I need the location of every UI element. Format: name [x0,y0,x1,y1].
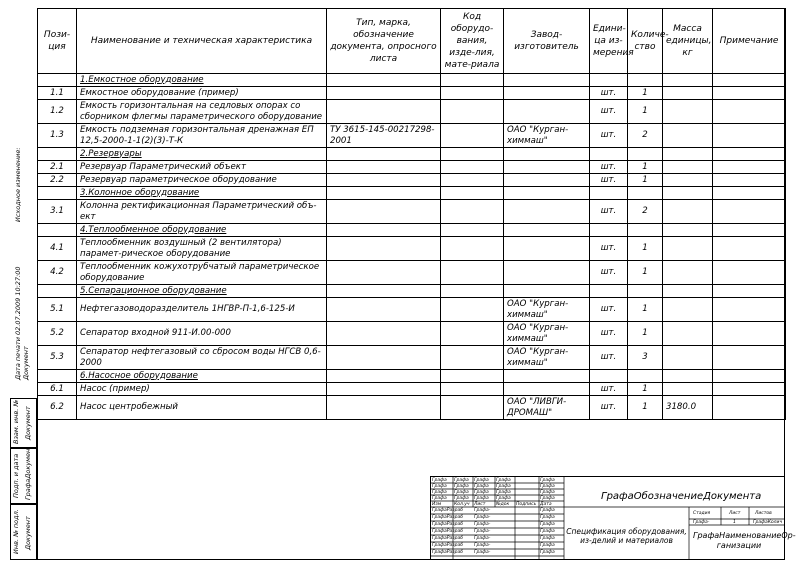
revision-cell: Графа [540,496,555,501]
col-code: Код оборудо-вания, изде-лия, мате-риала [441,9,504,74]
cell-unit [590,187,628,200]
cell-note [713,74,786,87]
cell-note [713,261,786,285]
cell-mass [663,161,713,174]
signature-name-cell: ГрафаРазраб [432,522,463,527]
cell-code [441,100,504,124]
cell-mass [663,74,713,87]
cell-maker [504,383,590,396]
cell-unit [590,74,628,87]
cell-unit: шт. [590,383,628,396]
cell-qty [628,187,663,200]
cell-note [713,383,786,396]
cell-note [713,187,786,200]
cell-pos: 5.2 [38,322,77,346]
cell-unit: шт. [590,396,628,420]
stamp-sign-value: ГрафаДокумен [24,448,32,500]
cell-pos: 1.3 [38,124,77,148]
cell-type [327,87,441,100]
cell-pos: 2.2 [38,174,77,187]
revision-col-header: Кол.уч [454,502,470,507]
cell-code [441,224,504,237]
cell-unit: шт. [590,124,628,148]
cell-type [327,261,441,285]
sheet-value: 1 [733,520,736,525]
cell-qty: 1 [628,237,663,261]
col-maker: Завод-изготовитель [504,9,590,74]
col-mass: Масса единицы, кг [663,9,713,74]
revision-cell: Графа [432,478,447,483]
cell-pos [38,74,77,87]
date-cell: Графа [540,529,555,534]
document-label: Документ [22,346,30,380]
revision-col-header: №док [496,502,510,507]
cell-name: Емкость подземная горизонтальная дренажная ЕП 12,5-2000-1-1(2)(3)-Т-К [77,124,327,148]
stage-value: Графа- [693,520,710,525]
cell-pos: 4.2 [38,261,77,285]
cell-note [713,237,786,261]
title-block-revision-grid [431,477,564,559]
revision-cell: Графа [496,478,511,483]
cell-code [441,187,504,200]
cell-name: Резервуар Параметрический объект [77,161,327,174]
col-type: Тип, марка, обозначение документа, опросного листа [327,9,441,74]
cell-type [327,285,441,298]
cell-pos [38,285,77,298]
cell-maker [504,74,590,87]
cell-unit: шт. [590,298,628,322]
cell-type [327,237,441,261]
cell-maker [504,148,590,161]
revision-cell: Графа [540,490,555,495]
cell-name: 2.Резервуары [77,148,327,161]
revision-cell: Графа [496,490,511,495]
cell-pos [38,370,77,383]
table-row [38,161,786,174]
cell-pos: 3.1 [38,200,77,224]
cell-maker [504,100,590,124]
cell-qty: 1 [628,87,663,100]
cell-qty: 2 [628,124,663,148]
cell-type [327,161,441,174]
section-row [38,148,786,161]
cell-unit: шт. [590,100,628,124]
cell-code [441,370,504,383]
col-qty: Количе-ство [628,9,663,74]
cell-unit [590,224,628,237]
cell-mass [663,200,713,224]
table-row [38,396,786,420]
cell-qty: 1 [628,100,663,124]
cell-qty: 1 [628,174,663,187]
cell-name: 5.Сепарационное оборудование [77,285,327,298]
cell-unit [590,285,628,298]
cell-note [713,200,786,224]
cell-maker [504,187,590,200]
cell-pos: 6.1 [38,383,77,396]
signature-name-cell: ГрафаРазраб [432,550,463,555]
table-row [38,298,786,322]
cell-code [441,383,504,396]
sheets-header: Листов [755,511,772,516]
source-changes-label: Исходное изменение: [14,147,22,222]
cell-maker: ОАО "Курган-химмаш" [504,322,590,346]
revision-cell: Графа [454,484,469,489]
signature-cell: Графа- [474,543,491,548]
signature-cell: Графа- [474,550,491,555]
title-block [430,476,796,560]
revision-cell: Графа [540,478,555,483]
cell-mass [663,285,713,298]
cell-type [327,224,441,237]
date-cell: Графа [540,508,555,513]
cell-unit: шт. [590,261,628,285]
table-row [38,100,786,124]
organization-name: ГрафаНаименованиеОр-ганизации [693,531,796,550]
table-row [38,322,786,346]
section-row [38,74,786,87]
cell-code [441,174,504,187]
cell-unit [590,148,628,161]
cell-type: ТУ 3615-145-00217298-2001 [327,124,441,148]
cell-code [441,237,504,261]
cell-qty: 1 [628,383,663,396]
cell-note [713,224,786,237]
table-row [38,237,786,261]
cell-mass [663,383,713,396]
stamp-replace-label: Взам. инв. № [12,399,20,444]
revision-cell: Графа [432,484,447,489]
signature-name-cell: ГрафаРазраб [432,529,463,534]
specification-table [37,8,786,420]
cell-name: Теплообменник воздушный (2 вентилятора) парамет-рическое оборудование [77,237,327,261]
cell-name: Нефтегазоводоразделитель 1НГВР-П-1,6-125-И [77,298,327,322]
cell-type [327,322,441,346]
cell-type [327,100,441,124]
cell-qty: 1 [628,161,663,174]
stamp-inv-value: Документ [24,516,32,550]
table-row [38,124,786,148]
cell-type [327,370,441,383]
cell-mass [663,224,713,237]
section-row [38,285,786,298]
cell-qty [628,370,663,383]
cell-mass [663,261,713,285]
cell-pos [38,148,77,161]
cell-pos: 6.2 [38,396,77,420]
cell-maker [504,174,590,187]
cell-mass [663,124,713,148]
revision-col-header: Дата [540,502,552,507]
cell-name: Емкость горизонтальная на седловых опорах со сборником флегмы параметрического оборудование [77,100,327,124]
cell-unit: шт. [590,322,628,346]
cell-type [327,187,441,200]
section-row [38,187,786,200]
cell-maker: ОАО "Курган-химмаш" [504,346,590,370]
cell-pos: 1.1 [38,87,77,100]
cell-note [713,346,786,370]
cell-qty: 1 [628,261,663,285]
cell-qty [628,224,663,237]
document-code: ГрафаОбозначениеДокумента [601,491,762,502]
cell-mass: 3180.0 [663,396,713,420]
cell-type [327,74,441,87]
cell-maker: ОАО "ЛИВГИ-ДРОМАШ" [504,396,590,420]
cell-maker [504,200,590,224]
revision-col-header: Подпись [516,502,537,507]
cell-name: 3.Колонное оборудование [77,187,327,200]
cell-mass [663,187,713,200]
stamp-inv-label: Инв. № подл. [12,509,20,554]
revision-cell: Графа [474,496,489,501]
print-date-label: Дата печати 02.07.2009 10:27:00 [14,266,22,380]
date-cell: Графа [540,522,555,527]
cell-code [441,200,504,224]
table-row [38,346,786,370]
section-row [38,224,786,237]
cell-code [441,346,504,370]
signature-name-cell: ГрафаРазраб [432,536,463,541]
header-row [38,9,786,74]
signature-cell: Графа- [474,508,491,513]
cell-name: Колонна ректификационная Параметрический объ-ект [77,200,327,224]
cell-name: 6.Насосное оборудование [77,370,327,383]
revision-col-header: Лист [474,502,486,507]
revision-cell: Графа [454,478,469,483]
cell-mass [663,237,713,261]
cell-code [441,322,504,346]
cell-code [441,298,504,322]
cell-name: 4.Теплообменное оборудование [77,224,327,237]
table-row [38,87,786,100]
signature-name-cell: ГрафаРазраб [432,543,463,548]
cell-unit [590,370,628,383]
cell-maker [504,161,590,174]
revision-cell: Графа [474,490,489,495]
cell-pos: 1.2 [38,100,77,124]
cell-unit: шт. [590,200,628,224]
revision-cell: Графа [432,496,447,501]
col-note: Примечание [713,9,786,74]
cell-mass [663,87,713,100]
signature-name-cell: ГрафаРазраб [432,515,463,520]
cell-note [713,148,786,161]
cell-type [327,383,441,396]
col-unit: Едини-ца из-мерения [590,9,628,74]
cell-pos: 4.1 [38,237,77,261]
cell-name: Сепаратор нефтегазовый со сбросом воды НГСВ 0,6-2000 [77,346,327,370]
revision-cell: Графа [432,490,447,495]
cell-name: Насос центробежный [77,396,327,420]
cell-name: 1.Емкостное оборудование [77,74,327,87]
cell-unit: шт. [590,346,628,370]
revision-cell: Графа [454,490,469,495]
signature-cell: Графа- [474,522,491,527]
cell-qty: 2 [628,200,663,224]
cell-type [327,396,441,420]
cell-mass [663,100,713,124]
cell-name: Сепаратор входной 911-И.00-000 [77,322,327,346]
cell-pos [38,224,77,237]
cell-name: Резервуар параметрическое оборудование [77,174,327,187]
revision-cell: Графа [454,496,469,501]
revision-cell: Графа [474,478,489,483]
cell-note [713,174,786,187]
revision-cell: Графа [496,484,511,489]
cell-note [713,124,786,148]
cell-mass [663,322,713,346]
cell-pos: 5.3 [38,346,77,370]
cell-mass [663,174,713,187]
cell-type [327,148,441,161]
signature-name-cell: ГрафаРазраб [432,508,463,513]
cell-unit: шт. [590,87,628,100]
col-name: Наименование и техническая характеристика [77,9,327,74]
cell-mass [663,346,713,370]
stamp-sign-label: Подп. и дата [12,453,20,498]
cell-mass [663,148,713,161]
cell-pos: 2.1 [38,161,77,174]
cell-note [713,87,786,100]
cell-qty: 1 [628,322,663,346]
cell-pos: 5.1 [38,298,77,322]
cell-code [441,161,504,174]
table-row [38,261,786,285]
stamp-replace-value: Документ [24,406,32,440]
cell-qty: 1 [628,396,663,420]
cell-maker [504,224,590,237]
cell-name: Насос (пример) [77,383,327,396]
table-row [38,174,786,187]
cell-note [713,285,786,298]
cell-note [713,100,786,124]
cell-type [327,200,441,224]
cell-name: Емкостное оборудование (пример) [77,87,327,100]
cell-qty [628,74,663,87]
cell-code [441,87,504,100]
stage-header: Стадия [693,511,711,516]
cell-code [441,124,504,148]
cell-type [327,298,441,322]
cell-note [713,396,786,420]
cell-qty [628,148,663,161]
revision-cell: Графа [496,496,511,501]
table-row [38,383,786,396]
cell-code [441,74,504,87]
cell-code [441,148,504,161]
cell-note [713,370,786,383]
cell-type [327,346,441,370]
cell-maker [504,285,590,298]
cell-pos [38,187,77,200]
cell-code [441,285,504,298]
sheet-header: Лист [729,511,741,516]
cell-unit: шт. [590,237,628,261]
date-cell: Графа [540,543,555,548]
date-cell: Графа [540,536,555,541]
cell-code [441,261,504,285]
cell-qty [628,285,663,298]
cell-code [441,396,504,420]
cell-note [713,322,786,346]
document-title: Спецификация оборудования, из-делий и материалов [566,527,687,545]
col-position: Пози- ция [38,9,77,74]
revision-cell: Графа [540,484,555,489]
section-row [38,370,786,383]
cell-mass [663,298,713,322]
cell-note [713,161,786,174]
revision-cell: Графа [474,484,489,489]
signature-cell: Графа- [474,515,491,520]
cell-type [327,174,441,187]
cell-name: Теплообменник кожухотрубчатый параметрическое оборудование [77,261,327,285]
cell-qty: 3 [628,346,663,370]
cell-maker [504,370,590,383]
table-row [38,200,786,224]
cell-note [713,298,786,322]
signature-cell: Графа- [474,529,491,534]
cell-maker: ОАО "Курган-химмаш" [504,298,590,322]
date-cell: Графа [540,515,555,520]
signature-cell: Графа- [474,536,491,541]
cell-maker [504,261,590,285]
cell-maker: ОАО "Курган-химмаш" [504,124,590,148]
sheets-value: ГрафаКолич [753,520,783,525]
date-cell: Графа [540,550,555,555]
revision-col-header: Изм [432,502,442,507]
cell-unit: шт. [590,174,628,187]
cell-qty: 1 [628,298,663,322]
cell-maker [504,237,590,261]
cell-maker [504,87,590,100]
cell-mass [663,370,713,383]
cell-unit: шт. [590,161,628,174]
